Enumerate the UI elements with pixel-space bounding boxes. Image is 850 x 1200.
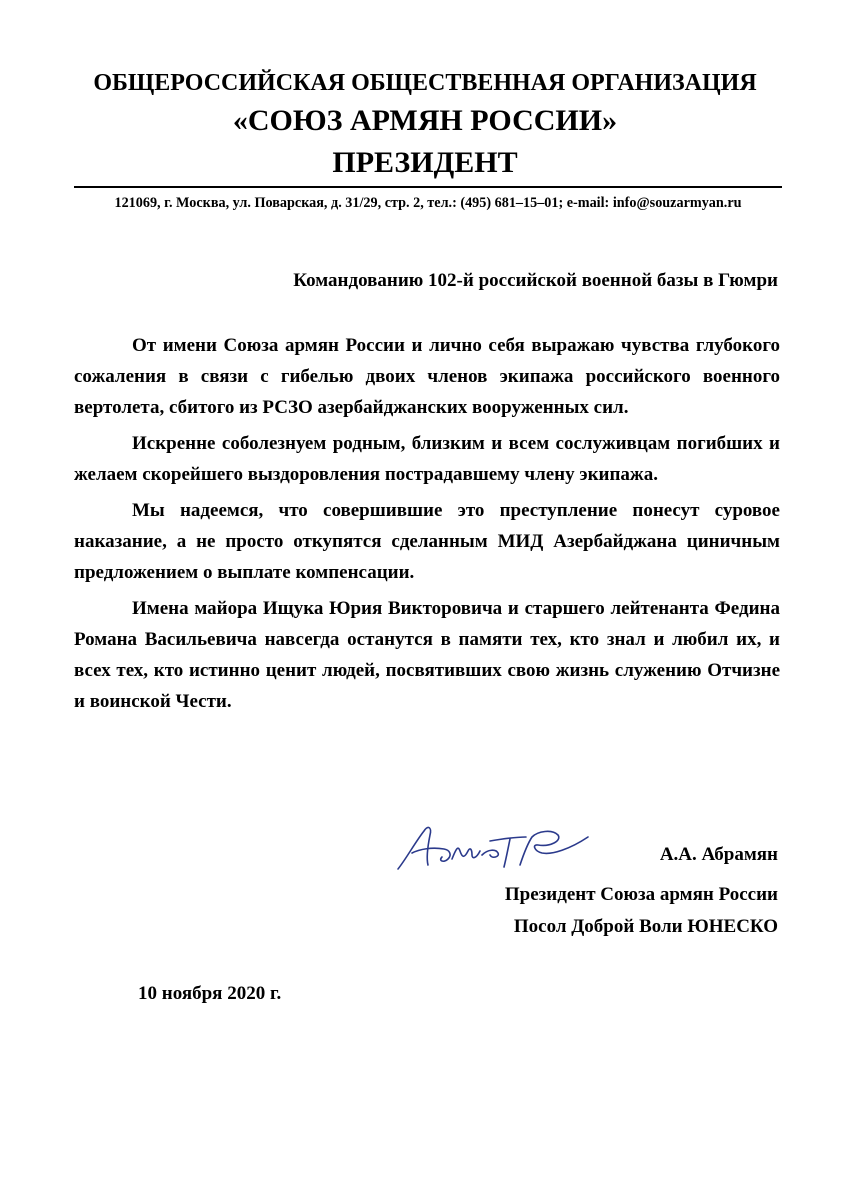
signature-strokes <box>398 828 588 869</box>
letter-date: 10 ноября 2020 г. <box>138 983 282 1004</box>
addressee: Командованию 102-й российской военной базы в Гюмри <box>293 270 778 291</box>
paragraph: От имени Союза армян России и лично себя выражаю чувства глубокого сожаления в связи с гибелью двоих членов экипажа российского военного вертолета, сбитого из РСЗО азербайджанских вооруженных сил. <box>74 335 780 418</box>
signer-title-secondary: Посол Доброй Воли ЮНЕСКО <box>513 916 778 937</box>
organization-type: ОБЩЕРОССИЙСКАЯ ОБЩЕСТВЕННАЯ ОРГАНИЗАЦИЯ <box>93 70 757 96</box>
handwritten-signature <box>392 815 602 875</box>
paragraph: Искренне соболезнуем родным, близким и всем сослуживцам погибших и желаем скорейшего выздоровления пострадавшему члену экипажа. <box>74 433 780 485</box>
contact-address: 121069, г. Москва, ул. Поварская, д. 31/29, стр. 2, тел.: (495) 681–15–01; e-mail: info@souzarmyan.ru <box>114 195 742 211</box>
position-title: ПРЕЗИДЕНТ <box>332 146 518 179</box>
signer-name: А.А. Абрамян <box>659 844 778 865</box>
organization-name: «СОЮЗ АРМЯН РОССИИ» <box>232 104 618 137</box>
letterhead-divider <box>74 186 782 188</box>
letter-body <box>74 330 780 722</box>
paragraph: Мы надеемся, что совершившие это преступление понесут суровое наказание, а не просто откупятся сделанным МИД Азербайджана циничным предложением о выплате компенсации. <box>74 500 780 583</box>
paragraph: Имена майора Ищука Юрия Викторовича и старшего лейтенанта Федина Романа Васильевича навсегда останутся в памяти тех, кто знал и любил их, и всех тех, кто истинно ценит людей, посвятивших свою жизнь служению Отчизне и воинской Чести. <box>74 598 780 712</box>
signer-title: Президент Союза армян России <box>504 884 778 905</box>
